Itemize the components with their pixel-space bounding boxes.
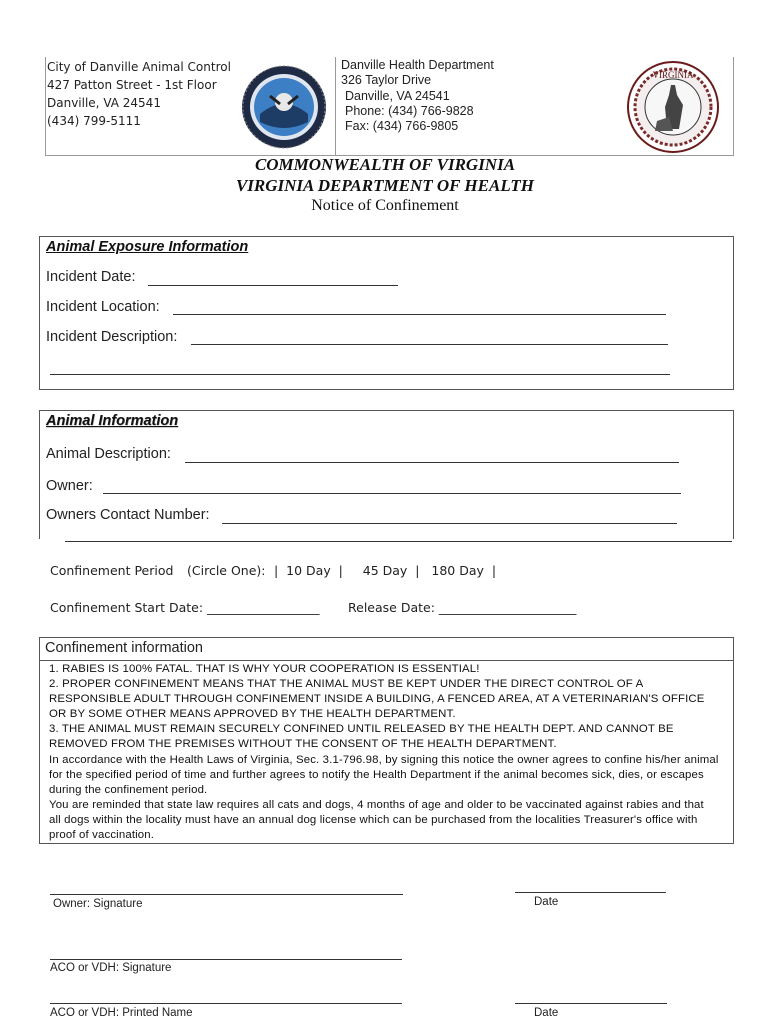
health-dept-city: Danville, VA 24541 — [345, 88, 450, 103]
title-vdh: VIRGINIA DEPARTMENT OF HEALTH — [235, 176, 535, 195]
date-label-2: Date — [534, 1007, 559, 1019]
owner-contact-line[interactable] — [222, 523, 677, 524]
animal-description-line[interactable] — [185, 462, 679, 463]
confinement-period-options[interactable]: | 10 Day | 45 Day | 180 Day | — [274, 563, 497, 578]
animal-section-bottom-line — [65, 541, 732, 542]
release-date[interactable]: Release Date: ______________________ — [348, 600, 577, 615]
aco-signature-label: ACO or VDH: Signature — [50, 962, 172, 974]
animal-description-label: Animal Description: — [46, 446, 171, 462]
health-dept-phone: Phone: (434) 766-9828 — [345, 103, 474, 118]
animal-control-phone: (434) 799-5111 — [47, 114, 141, 128]
circle-one-label: (Circle One): — [187, 563, 266, 578]
confinement-info-text — [49, 662, 719, 843]
seal-text-virginia: VIRGINIA — [652, 70, 694, 80]
date-line-2[interactable] — [515, 1003, 667, 1004]
health-dept-address — [341, 58, 494, 134]
confinement-start-date[interactable]: Confinement Start Date: __________________ — [50, 600, 320, 615]
owner-line[interactable] — [103, 493, 681, 494]
date-line-1[interactable] — [515, 892, 666, 893]
date-label-1: Date — [534, 896, 559, 908]
incident-date-line[interactable] — [148, 285, 398, 286]
title-notice: Notice of Confinement — [311, 197, 459, 214]
owner-signature-line[interactable] — [50, 894, 403, 895]
aco-printed-name-line[interactable] — [50, 1003, 402, 1004]
health-dept-street: 326 Taylor Drive — [341, 73, 432, 88]
incident-location-label: Incident Location: — [46, 299, 160, 315]
animal-control-name: City of Danville Animal Control — [47, 60, 231, 74]
header-divider — [335, 57, 336, 155]
info-proper-confinement: 2. PROPER CONFINEMENT MEANS THAT THE ANIMAL MUST BE KEPT UNDER THE DIRECT CONTROL OF A RESPONSIBLE ADULT THROUGH CONFINEMENT INSIDE A BUILDING, A FENCED AREA, AT A VETERINARIAN'S OFFICE OR BY SOME OTHER MEANS APPROVED BY THE HEALTH DEPARTMENT. — [49, 678, 705, 721]
aco-signature-line[interactable] — [50, 959, 402, 960]
virginia-state-seal — [627, 61, 719, 153]
owner-contact-label: Owners Contact Number: — [46, 507, 210, 523]
owner-label: Owner: — [46, 478, 93, 494]
incident-description-label: Incident Description: — [46, 329, 178, 345]
incident-location-line[interactable] — [173, 314, 666, 315]
exposure-heading: Animal Exposure Information — [46, 239, 249, 255]
info-vaccination-reminder: You are reminded that state law requires all cats and dogs, 4 months of age and older to be vaccinated against rabies and that all dogs within the locality must have an annual dog license which can be purchased from the localities Treasurer's office with proof of vaccination. — [49, 798, 704, 842]
owner-signature-label: Owner: Signature — [53, 898, 143, 910]
aco-printed-name-label: ACO or VDH: Printed Name — [50, 1007, 193, 1019]
info-remain-confined: 3. THE ANIMAL MUST REMAIN SECURELY CONFINED UNTIL RELEASED BY THE HEALTH DEPT. AND CANNOT BE REMOVED FROM THE PREMISES WITHOUT THE CONSENT OF THE HEALTH DEPARTMENT. — [49, 723, 674, 751]
incident-date-label: Incident Date: — [46, 269, 136, 285]
confinement-period-label: Confinement Period — [50, 563, 174, 578]
danville-city-seal — [240, 64, 328, 150]
health-dept-fax: Fax: (434) 766-9805 — [345, 119, 459, 134]
info-rabies-fatal: 1. RABIES IS 100% FATAL. THAT IS WHY YOUR COOPERATION IS ESSENTIAL! — [49, 663, 480, 675]
animal-control-city: Danville, VA 24541 — [47, 96, 161, 110]
health-dept-name: Danville Health Department — [341, 58, 494, 72]
animal-control-address — [47, 58, 231, 130]
incident-description-line-2[interactable] — [50, 374, 670, 375]
info-health-laws: In accordance with the Health Laws of Virginia, Sec. 3.1-796.98, by signing this notice the owner agrees to confine his/her animal for the specified period of time and further agrees to notify the Health Department if the animal becomes sick, dies, or escapes during the confinement period. — [49, 753, 719, 796]
title-commonwealth: COMMONWEALTH OF VIRGINIA — [254, 155, 516, 174]
confinement-info-heading: Confinement information — [45, 640, 203, 656]
animal-heading: Animal Information — [46, 413, 179, 429]
incident-description-line[interactable] — [191, 344, 668, 345]
animal-control-street: 427 Patton Street - 1st Floor — [47, 78, 217, 92]
